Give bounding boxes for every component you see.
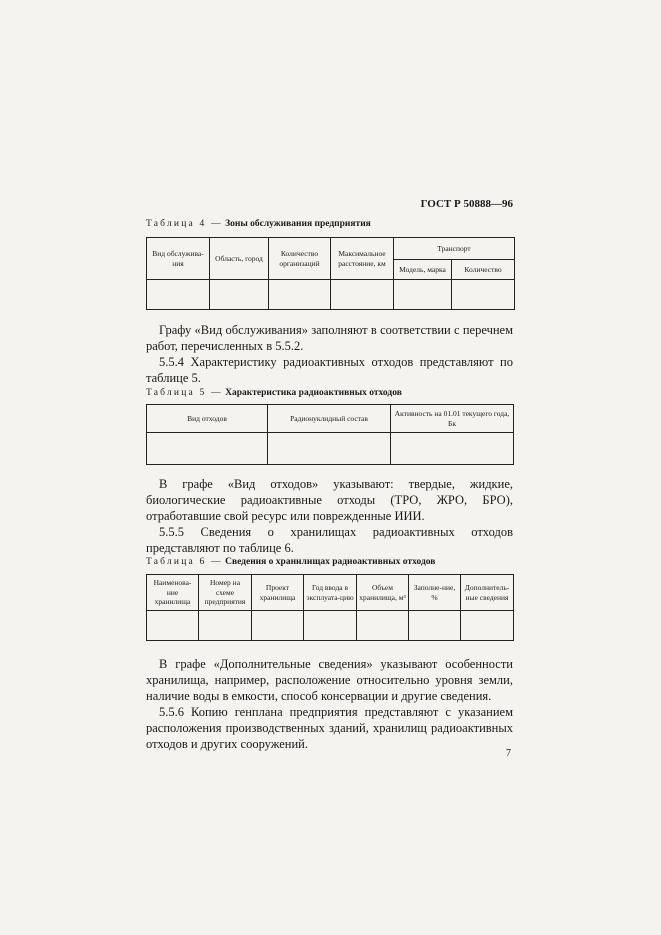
table4-header-region: Область, город [210,238,269,280]
table5 [146,404,514,465]
table4-header-transport: Транспорт [394,238,515,260]
table5-caption-prefix: Таблица 5 — [146,388,223,398]
table6-header-name: Наименова-ние хранилища [147,575,199,611]
table6-empty-row [147,611,514,641]
table5-empty-row [147,433,514,465]
table4-subheader-model: Модель, марка [394,260,452,280]
document-header: ГОСТ Р 50888—96 [420,198,513,210]
table6-header-fill: Заполне-ние, % [409,575,461,611]
table5-header-waste-type: Вид отходов [147,405,268,433]
table6-caption-title: Сведения о хранилищах радиоактивных отходов [225,557,436,567]
table4 [146,237,515,310]
table6-header-scheme-number: Номер на схеме предприятия [199,575,252,611]
table4-header-service: Вид обслужива-ния [147,238,210,280]
text-block-3 [146,656,513,752]
text-block-2 [146,476,513,556]
table6-header-volume: Объем хранилища, м³ [357,575,409,611]
table4-caption [146,219,371,229]
paragraph: 5.5.4 Характеристику радиоактивных отходов представляют по таблице 5. [146,355,513,385]
table4-caption-prefix: Таблица 4 — [146,219,223,229]
table6-caption [146,557,435,567]
table5-caption [146,388,402,398]
text-block-1 [146,322,513,386]
table6-header-project: Проект хранилища [252,575,304,611]
table6-header-additional: Дополнитель-ные сведения [461,575,514,611]
table5-caption-title: Характеристика радиоактивных отходов [225,388,402,398]
paragraph: 5.5.6 Копию генплана предприятия представляют с указанием расположения производственных зданий, хранилищ радиоактивных отходов и других сооружений. [146,705,513,751]
table5-header-activity: Активность на 01.01 текущего года, Бк [391,405,514,433]
table6 [146,574,514,641]
table4-empty-row [147,280,515,310]
table5-header-radionuclide: Радионуклидный состав [268,405,391,433]
table4-caption-title: Зоны обслуживания предприятия [225,219,371,229]
paragraph: Графу «Вид обслуживания» заполняют в соответствии с перечнем работ, перечисленных в 5.5.2. [146,323,513,353]
table4-header-org-count: Количество организаций [269,238,331,280]
table4-header-max-distance: Максимальное расстояние, км [331,238,394,280]
table6-caption-prefix: Таблица 6 — [146,557,223,567]
page-number: 7 [506,748,511,759]
table6-header-commission-year: Год ввода в эксплуата-цию [304,575,357,611]
paragraph: 5.5.5 Сведения о хранилищах радиоактивных отходов представляют по таблице 6. [146,525,513,555]
paragraph: В графе «Вид отходов» указывают: твердые, жидкие, биологические радиоактивные отходы (ТРО, ЖРО, БРО), отработавшие свой ресурс или поврежденные ИИИ. [146,477,513,523]
table4-subheader-count: Количество [452,260,515,280]
paragraph: В графе «Дополнительные сведения» указывают особенности хранилища, например, расположение относительно уровня земли, наличие воды в емкости, способ консервации и другие сведения. [146,657,513,703]
